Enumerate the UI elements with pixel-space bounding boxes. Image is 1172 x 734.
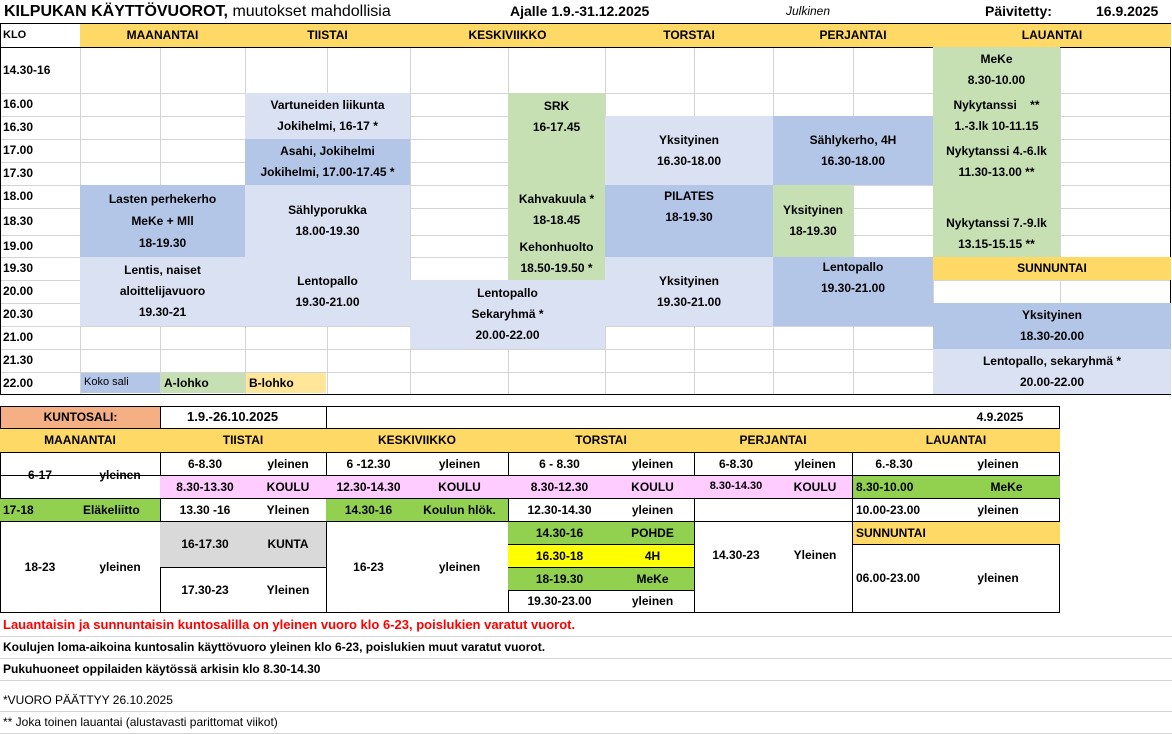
- booking-title: Lentopallo: [297, 273, 358, 288]
- kunto-la-3-label: yleinen: [977, 502, 1019, 517]
- kunto-ti-2-label: KOULU: [250, 476, 326, 498]
- booking-time: 18.00-19.30: [295, 224, 360, 238]
- booking-time: 19.30-21: [138, 305, 187, 319]
- booking-lentopallo-keskiviikko[interactable]: [410, 280, 605, 349]
- grid-line: [0, 680, 1172, 681]
- note-holidays: Koulujen loma-aikoina kuntosalin käyttövuoro yleinen klo 6-23, poislukien muut varatut vuorot.: [3, 640, 546, 654]
- kunto-ke-3-time: 14.30-16: [326, 499, 411, 521]
- booking-kahvakuula[interactable]: [508, 185, 605, 235]
- booking-title: Yksityinen: [1021, 308, 1083, 322]
- booking-subtitle: MeKe + Mll: [131, 213, 194, 228]
- kuntosali-label: KUNTOSALI:: [1, 407, 160, 428]
- time-label: 19.00: [3, 238, 34, 253]
- time-label: 16.30: [3, 120, 34, 134]
- grid-line: [0, 394, 1171, 395]
- booking-title: Yksityinen: [658, 273, 720, 288]
- note-weekend: Lauantaisin ja sunnuntaisin kuntosalilla on yleinen vuoro klo 6-23, poislukien varatut vuorot.: [3, 616, 576, 632]
- booking-time: 19.30-21.00: [656, 294, 722, 309]
- booking-title: Nykytanssi **: [953, 98, 1040, 112]
- time-label: 22.00: [3, 375, 34, 390]
- kuntosali-date: 4.9.2025: [976, 410, 1024, 424]
- sunnuntai-header: SUNNUNTAI: [933, 257, 1171, 280]
- kunto-ma-2-time: 17-18: [0, 499, 80, 521]
- booking-lasten-perhekerho[interactable]: [80, 185, 245, 257]
- kunto-pe-2-time: 8.30-14.30: [694, 476, 778, 498]
- kunto-to-4-time: 14.30-16: [508, 522, 611, 544]
- kunto-to-4-label: POHDE: [611, 522, 694, 544]
- page-subtitle: muutokset mahdollisia: [232, 3, 391, 20]
- kunto-su-1-label: yleinen: [977, 571, 1019, 585]
- kunto-to-7-label: yleinen: [631, 594, 674, 608]
- booking-yksityinen-torstai[interactable]: [605, 116, 773, 185]
- booking-nykytanssi-1[interactable]: [933, 93, 1060, 139]
- booking-subtitle: Sekaryhmä *: [471, 307, 544, 321]
- booking-title: Sählyporukka: [288, 203, 367, 217]
- kunto-ti-3-time: 13.30 -16: [179, 502, 231, 517]
- booking-title: Yksityinen: [782, 203, 844, 217]
- note-vuoro-paattyy: *VUORO PÄÄTTYY 26.10.2025: [3, 693, 173, 707]
- booking-title: Lasten perhekerho: [108, 191, 217, 206]
- booking-sahlykerho[interactable]: [773, 116, 933, 185]
- kuntosali-period: 1.9.-26.10.2025: [187, 409, 279, 425]
- booking-time: 11.30-13.00 **: [958, 165, 1035, 179]
- booking-vartuneiden-liikunta[interactable]: [245, 93, 410, 139]
- booking-time: 20.00-22.00: [475, 328, 540, 342]
- kunto-to-1-time: 6 - 8.30: [539, 456, 580, 471]
- time-label: 21.30: [3, 353, 34, 367]
- booking-time: 18-19.30: [665, 210, 713, 224]
- booking-lentis-naiset[interactable]: [80, 257, 245, 326]
- grid-line: [853, 24, 854, 394]
- booking-time: 16.30-18.00: [820, 153, 886, 168]
- kunto-ti-5-time: 17.30-23: [181, 582, 229, 597]
- kunto-la-1-time: 6.-8.30: [875, 456, 913, 471]
- booking-subtitle: aloittelijavuoro: [119, 284, 206, 298]
- booking-time: 18-19.30: [138, 236, 187, 251]
- kunto-to-5-label: 4H: [611, 545, 694, 567]
- day-header-keskiviikko: KESKIVIIKKO: [410, 24, 605, 47]
- kunto-ma-1-label: yleinen: [99, 468, 141, 482]
- booking-time: 1.-3.lk 10-11.15: [954, 119, 1039, 133]
- kunto-ke-2-time: 12.30-14.30: [326, 476, 411, 498]
- booking-time: 18.50-19.50 *: [520, 260, 593, 275]
- legend-b-lohko: B-lohko: [246, 373, 326, 393]
- updated-date: 16.9.2025: [1096, 3, 1159, 19]
- kunto-day-torstai: TORSTAI: [508, 429, 694, 452]
- updated-label: Päivitetty:: [985, 3, 1052, 19]
- kunto-la-2-label: MeKe: [953, 476, 1060, 498]
- klo-header: KLO: [3, 28, 27, 41]
- booking-yksityinen-perjantai[interactable]: [773, 185, 853, 257]
- kunto-ti-4-time: 16-17.30: [160, 522, 250, 567]
- note-joka-toinen: ** Joka toinen lauantai (alustavasti parittomat viikot): [3, 715, 278, 729]
- time-label: 21.00: [3, 330, 34, 344]
- booking-time: 19.30-21.00: [295, 294, 360, 309]
- booking-title: Yksityinen: [658, 132, 720, 147]
- day-header-torstai: TORSTAI: [605, 24, 773, 47]
- page-title-row: [4, 1, 391, 23]
- booking-yksityinen-torstai-2[interactable]: [605, 257, 773, 326]
- booking-pilates[interactable]: [605, 185, 773, 257]
- kunto-to-7-time: 19.30-23.00: [527, 594, 592, 608]
- booking-title: MeKe: [980, 52, 1013, 66]
- kunto-ke-4-time: 16-23: [353, 559, 384, 574]
- time-label: 17.30: [3, 166, 34, 180]
- kunto-la-2-time: 8.30-10.00: [853, 476, 953, 498]
- day-header-tiistai: TIISTAI: [245, 24, 410, 47]
- booking-time: 16.30-18.00: [656, 153, 722, 168]
- booking-title: Kehonhuolto: [519, 239, 594, 254]
- booking-yksityinen-sunnuntai[interactable]: [933, 303, 1171, 349]
- kunto-ti-4-label: KUNTA: [250, 522, 326, 567]
- kunto-ti-1-label: yleinen: [267, 456, 309, 471]
- time-label: 16.00: [3, 97, 34, 111]
- kunto-day-keskiviikko: KESKIVIIKKO: [326, 429, 508, 452]
- booking-lentopallo-sunnuntai[interactable]: [933, 349, 1171, 394]
- kunto-to-2-time: 8.30-12.30: [508, 476, 611, 498]
- kunto-to-6-label: MeKe: [611, 568, 694, 590]
- time-label: 18.00: [3, 189, 34, 203]
- legend-koko-sali: Koko sali: [81, 373, 160, 393]
- kunto-ke-4-label: yleinen: [438, 559, 481, 574]
- booking-time: 18.30-20.00: [1019, 329, 1085, 343]
- booking-sahlyporukka[interactable]: [245, 185, 410, 257]
- note-dressing-rooms: Pukuhuoneet oppilaiden käytössä arkisin klo 8.30-14.30: [3, 662, 321, 676]
- time-label: 19.30: [3, 261, 34, 275]
- kunto-day-tiistai: TIISTAI: [160, 429, 326, 452]
- time-label: 14.30-16: [3, 62, 51, 77]
- booking-title: SRK: [543, 99, 570, 113]
- kunto-ke-2-label: KOULU: [411, 476, 508, 498]
- legend-a-lohko: A-lohko: [161, 373, 245, 393]
- kunto-pe-2-label: KOULU: [778, 476, 852, 498]
- day-header-maanantai: MAANANTAI: [80, 24, 245, 47]
- kunto-ma-3-label: yleinen: [99, 559, 141, 574]
- day-header-perjantai: PERJANTAI: [773, 24, 933, 47]
- booking-title: Lentopallo, sekaryhmä *: [982, 353, 1122, 368]
- kunto-ma-1-time: 6-17: [27, 468, 53, 482]
- booking-title: Nykytanssi 4.-6.lk: [946, 144, 1047, 158]
- booking-time: 20.00-22.00: [1019, 374, 1085, 389]
- booking-kehonhuolto[interactable]: [508, 235, 605, 280]
- booking-title: Asahi, Jokihelmi: [280, 144, 375, 158]
- kunto-ti-1-time: 6-8.30: [187, 456, 223, 471]
- booking-title: Vartuneiden liikunta: [270, 98, 385, 112]
- kunto-pe-3-time: 14.30-23: [712, 548, 760, 562]
- kunto-ma-3-time: 18-23: [24, 559, 56, 574]
- booking-nykytanssi-3[interactable]: [933, 185, 1060, 257]
- time-label: 17.00: [3, 143, 34, 157]
- booking-time: 8.30-10.00: [967, 73, 1026, 87]
- booking-time: Jokihelmi, 17.00-17.45 *: [260, 165, 395, 179]
- booking-title: Lentis, naiset: [124, 263, 201, 277]
- booking-title: PILATES: [664, 189, 714, 203]
- booking-time: 18-19.30: [789, 224, 837, 238]
- booking-title: Nykytanssi 7.-9.lk: [946, 216, 1047, 230]
- kunto-ti-3-label: Yleinen: [266, 502, 310, 517]
- booking-time: 16-17.45: [532, 120, 581, 134]
- visibility-label: Julkinen: [786, 4, 831, 18]
- booking-nykytanssi-2[interactable]: [933, 139, 1060, 185]
- kunto-sunnuntai-header: SUNNUNTAI: [853, 522, 1060, 544]
- kunto-day-maanantai: MAANANTAI: [0, 429, 160, 452]
- kunto-to-1-label: yleinen: [631, 456, 674, 471]
- time-label: 20.00: [3, 284, 34, 298]
- page-title: KILPUKAN KÄYTTÖVUOROT,: [4, 3, 228, 20]
- booking-title: Lentopallo: [477, 286, 538, 300]
- period-label: Ajalle 1.9.-31.12.2025: [510, 3, 650, 19]
- kunto-ti-5-label: Yleinen: [266, 582, 310, 597]
- kunto-to-5-time: 16.30-18: [508, 545, 611, 567]
- kunto-day-lauantai: LAUANTAI: [852, 429, 1060, 452]
- booking-srk[interactable]: [508, 93, 605, 185]
- kunto-ke-3-label: Koulun hlök.: [411, 499, 508, 521]
- booking-time: 19.30-21.00: [820, 281, 886, 295]
- kunto-pe-1-label: yleinen: [794, 456, 836, 471]
- kunto-la-1-label: yleinen: [977, 456, 1019, 471]
- booking-meke-lauantai[interactable]: [933, 47, 1060, 93]
- booking-asahi[interactable]: [245, 139, 410, 185]
- booking-title: Kahvakuula *: [518, 192, 595, 206]
- booking-title: Sählykerho, 4H: [809, 132, 897, 147]
- booking-time: Jokihelmi, 16-17 *: [277, 119, 378, 133]
- kunto-la-3-time: 10.00-23.00: [856, 502, 921, 517]
- kunto-to-3-time: 12.30-14.30: [527, 502, 592, 517]
- kunto-day-perjantai: PERJANTAI: [694, 429, 852, 452]
- time-label: 18.30: [3, 214, 34, 228]
- kunto-ke-1-label: yleinen: [438, 456, 481, 471]
- time-label: 20.30: [3, 307, 34, 321]
- kunto-pe-1-time: 6-8.30: [718, 456, 754, 471]
- kunto-ti-2-time: 8.30-13.30: [160, 476, 250, 498]
- booking-time: 13.15-15.15 **: [958, 237, 1035, 251]
- kunto-to-6-time: 18-19.30: [508, 568, 611, 590]
- grid-line: [0, 612, 1060, 613]
- kunto-to-3-label: yleinen: [631, 502, 674, 517]
- booking-lentopallo-tiistai[interactable]: [245, 257, 410, 326]
- kunto-to-2-label: KOULU: [611, 476, 694, 498]
- booking-lentopallo-perjantai[interactable]: [773, 257, 933, 326]
- kunto-pe-3-label: Yleinen: [793, 548, 837, 562]
- kunto-ma-2-label: Eläkeliitto: [80, 499, 160, 521]
- booking-time: 18-18.45: [532, 213, 581, 227]
- kunto-ke-1-time: 6 -12.30: [346, 456, 391, 471]
- kunto-su-1-time: 06.00-23.00: [856, 571, 921, 585]
- day-header-lauantai: LAUANTAI: [933, 24, 1171, 47]
- booking-title: Lentopallo: [822, 260, 884, 274]
